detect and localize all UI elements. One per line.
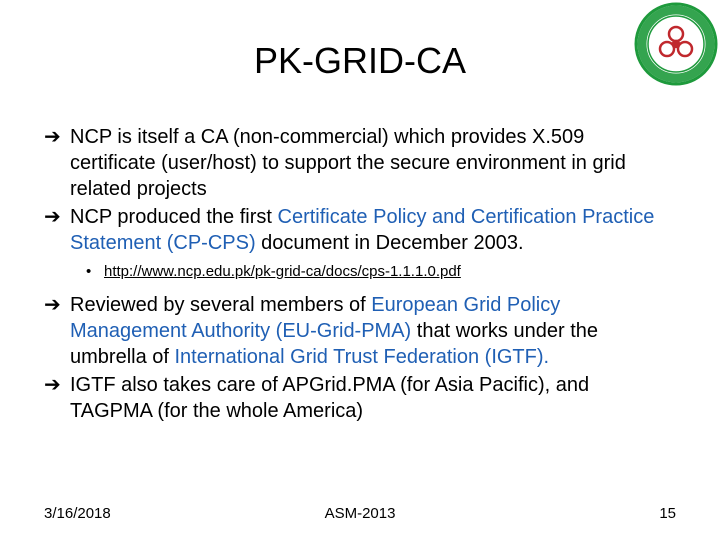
sub-bullet-item bbox=[44, 262, 674, 282]
footer-page-number: 15 bbox=[659, 505, 676, 522]
bullet-3-highlight-b: International Grid Trust Federation (IGTF). bbox=[174, 346, 550, 368]
bullet-item-2 bbox=[44, 204, 674, 256]
bullet-3-text-b: that works under the umbrella of bbox=[70, 320, 599, 368]
slide-title: PK-GRID-CA bbox=[253, 40, 466, 81]
national-centre-for-physics-seal-icon bbox=[634, 2, 718, 86]
arrow-bullet-icon: ➔ bbox=[44, 294, 61, 316]
bullet-list bbox=[44, 124, 674, 426]
bullet-2-highlight: Certificate Policy and Certification Practice Statement (CP-CPS) bbox=[70, 206, 655, 254]
arrow-bullet-icon: ➔ bbox=[44, 206, 61, 228]
bullet-1-text: NCP is itself a CA (non-commercial) which provides X.509 certificate (user/host) to support the secure environment in grid related projects bbox=[70, 126, 626, 200]
dot-bullet-icon: • bbox=[86, 263, 92, 280]
bullet-item-1 bbox=[44, 124, 674, 202]
bullet-4-text: IGTF also takes care of APGrid.PMA (for Asia Pacific), and TAGPMA (for the whole America) bbox=[70, 374, 590, 422]
bullet-item-3 bbox=[44, 292, 674, 370]
arrow-bullet-icon: ➔ bbox=[44, 374, 61, 396]
footer-date: 3/16/2018 bbox=[44, 505, 111, 522]
bullet-item-4 bbox=[44, 372, 674, 424]
cps-document-link[interactable]: http://www.ncp.edu.pk/pk-grid-ca/docs/cps-1.1.1.0.pdf bbox=[104, 263, 461, 280]
bullet-3-text-a: Reviewed by several members of bbox=[70, 294, 372, 316]
footer-center-label: ASM-2013 bbox=[324, 505, 396, 522]
arrow-bullet-icon: ➔ bbox=[44, 126, 61, 148]
bullet-2-text-a: NCP produced the first bbox=[70, 206, 278, 228]
bullet-3-highlight-a: European Grid Policy Management Authority (EU-Grid-PMA) bbox=[70, 294, 561, 342]
bullet-2-text-b: document in December 2003. bbox=[255, 232, 524, 254]
